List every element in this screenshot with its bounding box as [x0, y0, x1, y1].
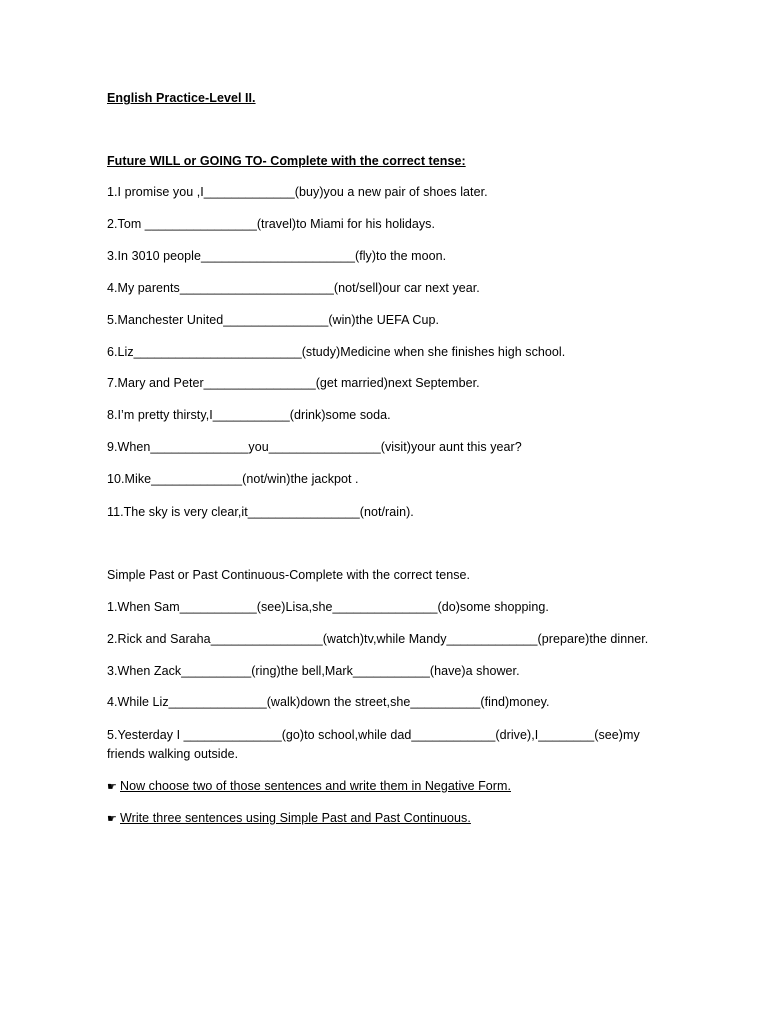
- section1-heading: Future WILL or GOING TO- Complete with the correct tense:: [107, 154, 466, 168]
- section2-item-2: 2.Rick and Saraha________________(watch)tv,while Mandy_____________(prepare)the dinner.: [107, 632, 649, 646]
- task-1-text: Now choose two of those sentences and write them in Negative Form.: [120, 779, 511, 793]
- section1-item-2: 2.Tom ________________(travel)to Miami for his holidays.: [107, 217, 435, 231]
- section1-item-4: 4.My parents______________________(not/sell)our car next year.: [107, 281, 480, 295]
- section1-item-7: 7.Mary and Peter________________(get married)next September.: [107, 376, 480, 390]
- section2-item-5: 5.Yesterday I ______________(go)to school,while dad____________(drive),I________(see)my friends walking outside.: [107, 728, 640, 761]
- section1-item-5: 5.Manchester United_______________(win)the UEFA Cup.: [107, 313, 439, 327]
- section2-heading: Simple Past or Past Continuous-Complete with the correct tense.: [107, 568, 471, 582]
- section2-item-4: 4.While Liz______________(walk)down the street,she__________(find)money.: [107, 695, 550, 709]
- section1-item-6: 6.Liz________________________(study)Medicine when she finishes high school.: [107, 345, 566, 359]
- section1-item-3: 3.In 3010 people______________________(fly)to the moon.: [107, 249, 447, 263]
- section1-item-10: 10.Mike_____________(not/win)the jackpot .: [107, 472, 359, 486]
- pointing-hand-icon: ☛: [107, 813, 117, 825]
- task-2: [107, 809, 471, 829]
- section1-item-8: 8.I’m pretty thirsty,I___________(drink)some soda.: [107, 408, 391, 422]
- section2-item-1: 1.When Sam___________(see)Lisa,she_______________(do)some shopping.: [107, 600, 549, 614]
- section1-item-9: 9.When______________you________________(visit)your aunt this year?: [107, 440, 522, 454]
- section2-item-3: 3.When Zack__________(ring)the bell,Mark___________(have)a shower.: [107, 664, 520, 678]
- section1-item-11: 11.The sky is very clear,it________________(not/rain).: [107, 505, 414, 519]
- section1-item-1: 1.I promise you ,I_____________(buy)you a new pair of shoes later.: [107, 185, 488, 199]
- task-1: [107, 777, 511, 797]
- task-2-text: Write three sentences using Simple Past and Past Continuous.: [120, 811, 471, 825]
- document-title: English Practice-Level II.: [107, 91, 256, 105]
- pointing-hand-icon: ☛: [107, 781, 117, 793]
